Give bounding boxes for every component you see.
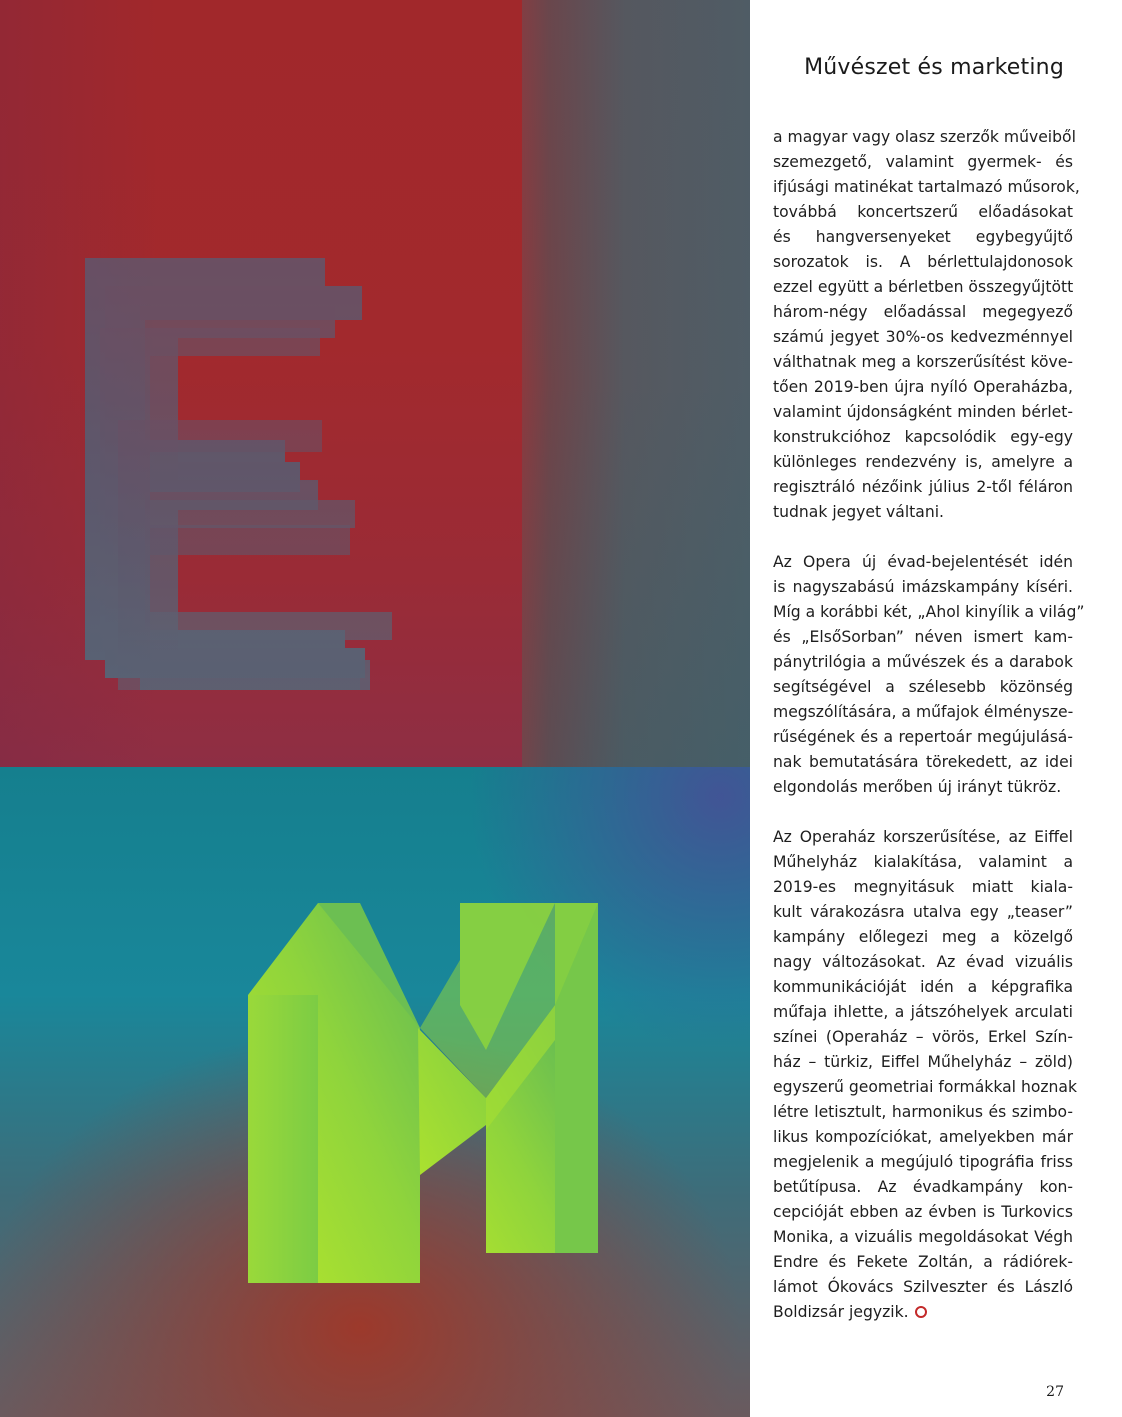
text-line: Az Operaház korszerűsítése, az Eiffel bbox=[773, 828, 1073, 846]
text-line: műfaja ihlette, a játszóhelyek arculati bbox=[773, 1003, 1073, 1021]
text-line: szemezgető, valamint gyermek- és bbox=[773, 153, 1073, 171]
text-line: sorozatok is. A bérlettulajdonosok bbox=[773, 253, 1073, 271]
text-line: különleges rendezvény is, amelyre a bbox=[773, 453, 1073, 471]
text-line: megszólítására, a műfajok élményszе- bbox=[773, 703, 1074, 721]
text-line: lámot Ókovács Szilveszter és László bbox=[773, 1278, 1073, 1296]
text-line: kommunikációját idén a képgrafika bbox=[773, 978, 1073, 996]
text-line: válthatnak meg a korszerűsítést köve- bbox=[773, 353, 1073, 371]
text-line: Míg a korábbi két, „Ahol kinyílik a világ” bbox=[773, 603, 1085, 621]
text-line: pánytrilógia a művészek és a darabok bbox=[773, 653, 1073, 671]
text-line: ifjúsági matinékat tartalmazó műsorok, bbox=[773, 178, 1080, 196]
text-line: Az Opera új évad-bejelentését idén bbox=[773, 553, 1073, 571]
text-line: és „ElsőSorban” néven ismert kam- bbox=[773, 628, 1073, 646]
article-paragraph bbox=[773, 125, 1080, 525]
text-line: ezzel együtt a bérletben összegyűjtött bbox=[773, 278, 1074, 296]
text-line: tudnak jegyet váltani. bbox=[773, 503, 944, 521]
text-line: Műhelyház kialakítása, valamint a bbox=[773, 853, 1073, 871]
page-number: 27 bbox=[1046, 1384, 1064, 1400]
article-paragraph bbox=[773, 825, 1078, 1325]
text-line: nak bemutatására törekedett, az idei bbox=[773, 753, 1073, 771]
text-line: likus kompozíciókat, amelyekben már bbox=[773, 1128, 1073, 1146]
article-body bbox=[773, 125, 1085, 1350]
text-line: Endre és Fekete Zoltán, a rádiórek- bbox=[773, 1253, 1073, 1271]
text-line: 2019-es megnyitásuk miatt kiala- bbox=[773, 878, 1073, 896]
text-line: rűségének és a repertoár megújulásá- bbox=[773, 728, 1073, 746]
text-line: konstrukcióhoz kapcsolódik egy-egy bbox=[773, 428, 1073, 446]
text-line: regisztráló nézőink július 2-től féláron bbox=[773, 478, 1073, 496]
text-line: kampány előlegezi meg a közelgő bbox=[773, 928, 1073, 946]
end-of-article-icon bbox=[915, 1306, 927, 1318]
article-paragraph bbox=[773, 550, 1085, 800]
text-line: és hangversenyeket egybegyűjtő bbox=[773, 228, 1073, 246]
text-line: elgondolás merőben új irányt tükröz. bbox=[773, 778, 1062, 796]
text-line: nagy változásokat. Az évad vizuális bbox=[773, 953, 1073, 971]
text-line: három-négy előadással megegyező bbox=[773, 303, 1073, 321]
text-line: is nagyszabású imázskampány kíséri. bbox=[773, 578, 1073, 596]
text-line: valamint újdonságként minden bérlet- bbox=[773, 403, 1073, 421]
text-line: Boldizsár jegyzik. bbox=[773, 1300, 1073, 1325]
text-line: cepcióját ebben az évben is Turkovics bbox=[773, 1203, 1073, 1221]
text-line: kult várakozásra utalva egy „teaser” bbox=[773, 903, 1073, 921]
text-line: Monika, a vizuális megoldásokat Végh bbox=[773, 1228, 1073, 1246]
text-line: betűtípusa. Az évadkampány kon- bbox=[773, 1178, 1073, 1196]
text-line: ház – türkiz, Eiffel Műhelyház – zöld) bbox=[773, 1053, 1073, 1071]
text-line: megjelenik a megújuló tipográfia friss bbox=[773, 1153, 1073, 1171]
text-line: számú jegyet 30%-os kedvezménnyel bbox=[773, 328, 1073, 346]
text-line: segítségével a szélesebb közönség bbox=[773, 678, 1073, 696]
text-line: egyszerű geometriai formákkal hoznak bbox=[773, 1078, 1078, 1096]
text-line: létre letisztult, harmonikus és szimbo- bbox=[773, 1103, 1073, 1121]
text-line: a magyar vagy olasz szerzők műveiből bbox=[773, 128, 1076, 146]
section-title: Művészet és marketing bbox=[804, 55, 1064, 80]
text-line: továbbá koncertszerű előadásokat bbox=[773, 203, 1073, 221]
letter-m-graphic bbox=[248, 903, 598, 1283]
text-line: színei (Operaház – vörös, Erkel Szín- bbox=[773, 1028, 1073, 1046]
letter-e-graphic bbox=[85, 258, 392, 690]
text-line: tően 2019-ben újra nyíló Operaházba, bbox=[773, 378, 1073, 396]
